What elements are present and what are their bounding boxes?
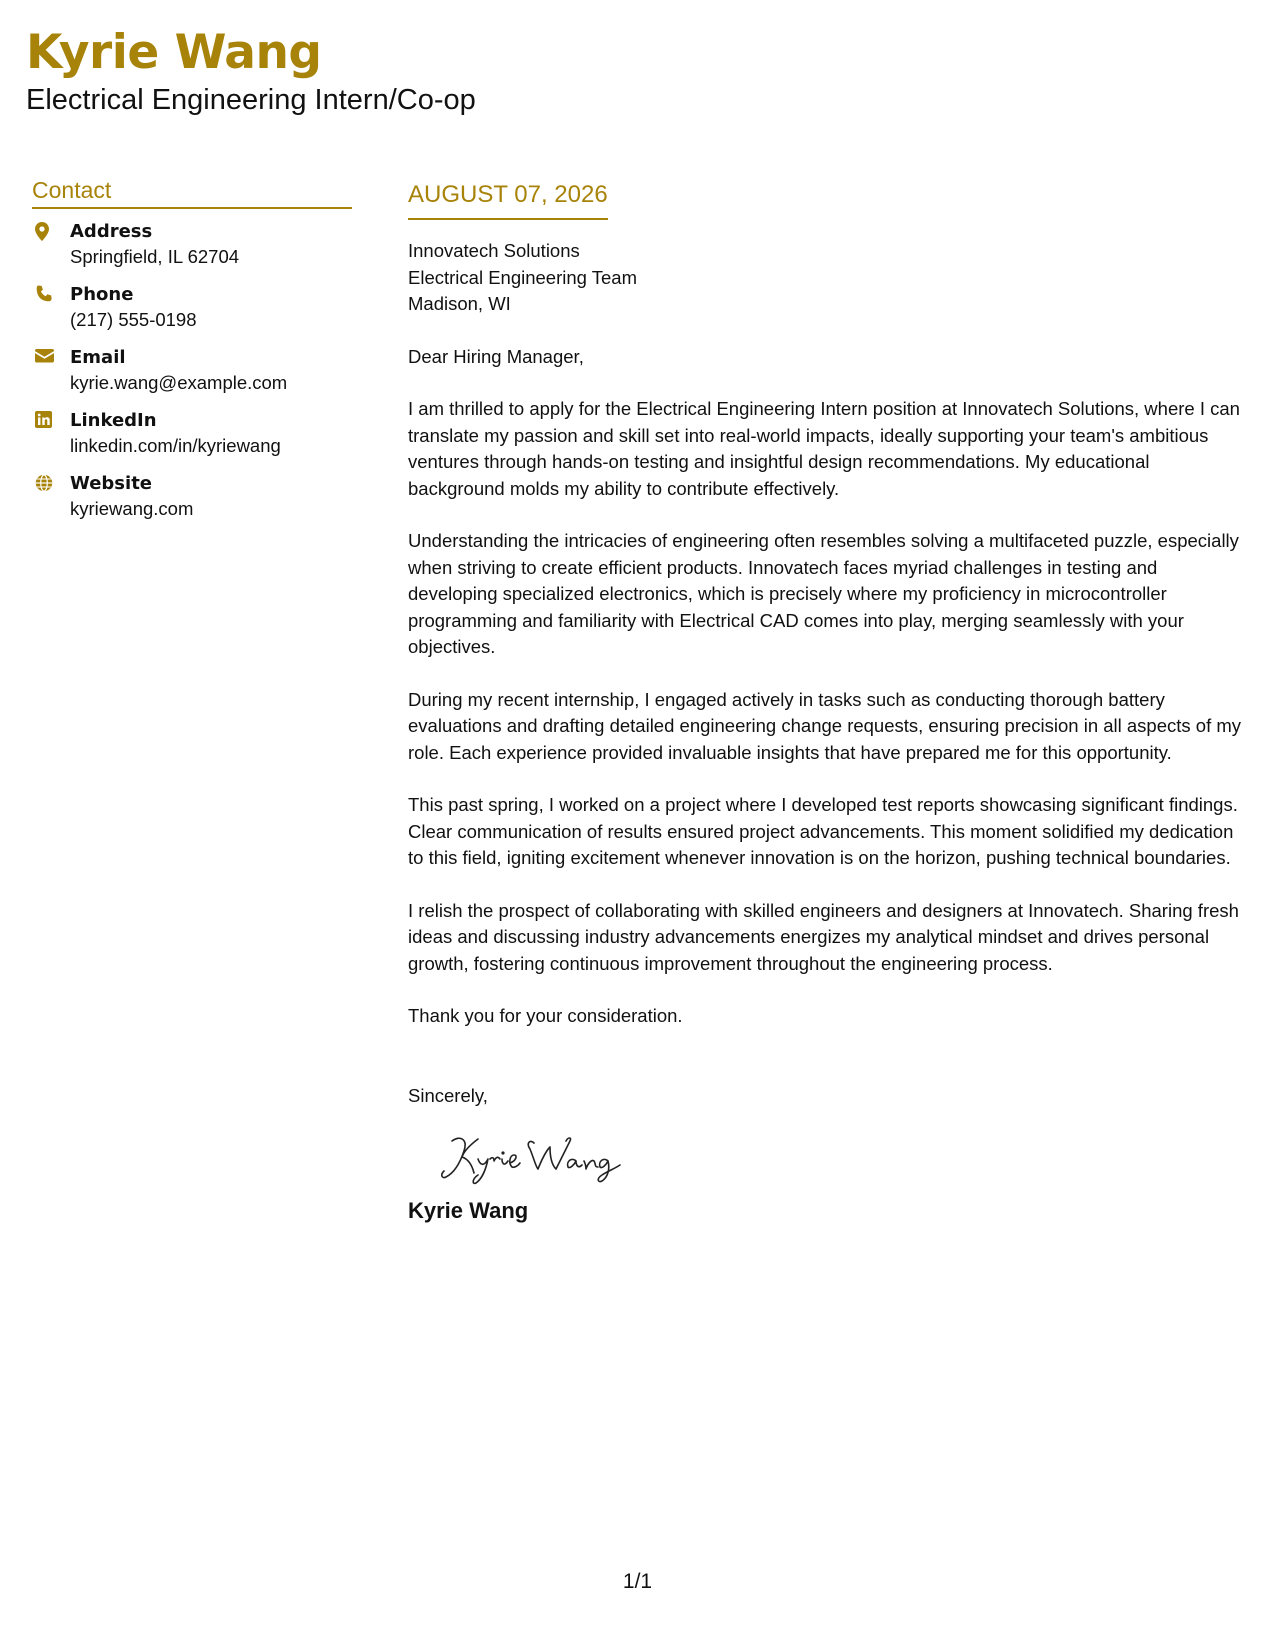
applicant-name: Kyrie Wang xyxy=(26,25,322,80)
contact-label: LinkedIn xyxy=(70,410,157,431)
letter-paragraph: This past spring, I worked on a project where I developed test reports showcasing significant findings. Clear communication of results ensured project advancements. This moment solidified my dedication to this field, igniting excitement whenever innovation is on the horizon, pushing technical boundaries. xyxy=(408,794,1238,868)
linkedin-icon xyxy=(32,408,70,428)
contact-value: kyriewang.com xyxy=(70,498,194,519)
contact-label: Email xyxy=(70,347,126,368)
applicant-role: Electrical Engineering Intern/Co-op xyxy=(26,84,476,116)
phone-icon xyxy=(32,282,70,303)
recipient-block xyxy=(408,238,1248,318)
globe-icon xyxy=(32,471,70,492)
contact-value: Springfield, IL 62704 xyxy=(70,246,240,267)
contact-item-email xyxy=(32,345,352,395)
letter-paragraph: I relish the prospect of collaborating with skilled engineers and designers at Innovatech. Sharing fresh ideas and discussing industry advancements energizes my analytical mindset and drives personal growth, fostering continuous improvement throughout the engineering process. xyxy=(408,899,1239,974)
contact-item-website xyxy=(32,471,352,521)
letter-paragraph: Thank you for your consideration. xyxy=(408,1005,683,1026)
envelope-icon xyxy=(32,345,70,363)
contact-item-address xyxy=(32,219,352,269)
contact-label: Phone xyxy=(70,284,134,305)
contact-sidebar xyxy=(32,176,352,534)
map-pin-icon xyxy=(32,219,70,241)
contact-value: (217) 555-0198 xyxy=(70,309,197,330)
letter-body xyxy=(408,178,1248,1225)
contact-label: Address xyxy=(70,221,153,242)
handwritten-signature xyxy=(438,1129,1248,1185)
signer-name: Kyrie Wang xyxy=(408,1198,529,1223)
contact-list xyxy=(32,219,352,521)
recipient-company: Innovatech Solutions xyxy=(408,240,580,261)
contact-item-linkedin xyxy=(32,408,352,458)
salutation: Dear Hiring Manager, xyxy=(408,345,584,367)
contact-value: kyrie.wang@example.com xyxy=(70,372,288,393)
recipient-team: Electrical Engineering Team xyxy=(408,266,637,288)
contact-item-phone xyxy=(32,282,352,332)
header xyxy=(26,24,476,118)
closing: Sincerely, xyxy=(408,1084,488,1106)
contact-label: Website xyxy=(70,473,153,494)
contact-value: linkedin.com/in/kyriewang xyxy=(70,435,281,456)
contact-section-title: Contact xyxy=(32,176,352,209)
page-number: 1/1 xyxy=(622,1570,653,1593)
letter-paragraph: Understanding the intricacies of engineering often resembles solving a multifaceted puzzle, especially when striving to create efficient products. Innovatech faces myriad challenges in testing and developing specialized electronics, which is precisely where my proficiency in microcontroller programming and familiarity with Electrical CAD comes into play, merging seamlessly with your objectives. xyxy=(408,530,1239,657)
letter-date: AUGUST 07, 2026 xyxy=(408,178,608,220)
recipient-location: Madison, WI xyxy=(408,293,511,314)
letter-paragraph: During my recent internship, I engaged actively in tasks such as conducting thorough battery evaluations and drafting detailed engineering change requests, ensuring precision in all aspects of my role. Each experience provided invaluable insights that have prepared me for this opportunity. xyxy=(408,688,1242,763)
letter-paragraph: I am thrilled to apply for the Electrical Engineering Intern position at Innovatech Solutions, where I can translate my passion and skill set into real-world impacts, ideally supporting your team's ambitious ventures through hands-on testing and insightful design recommendations. My educational background molds my ability to contribute effectively. xyxy=(408,398,1240,499)
